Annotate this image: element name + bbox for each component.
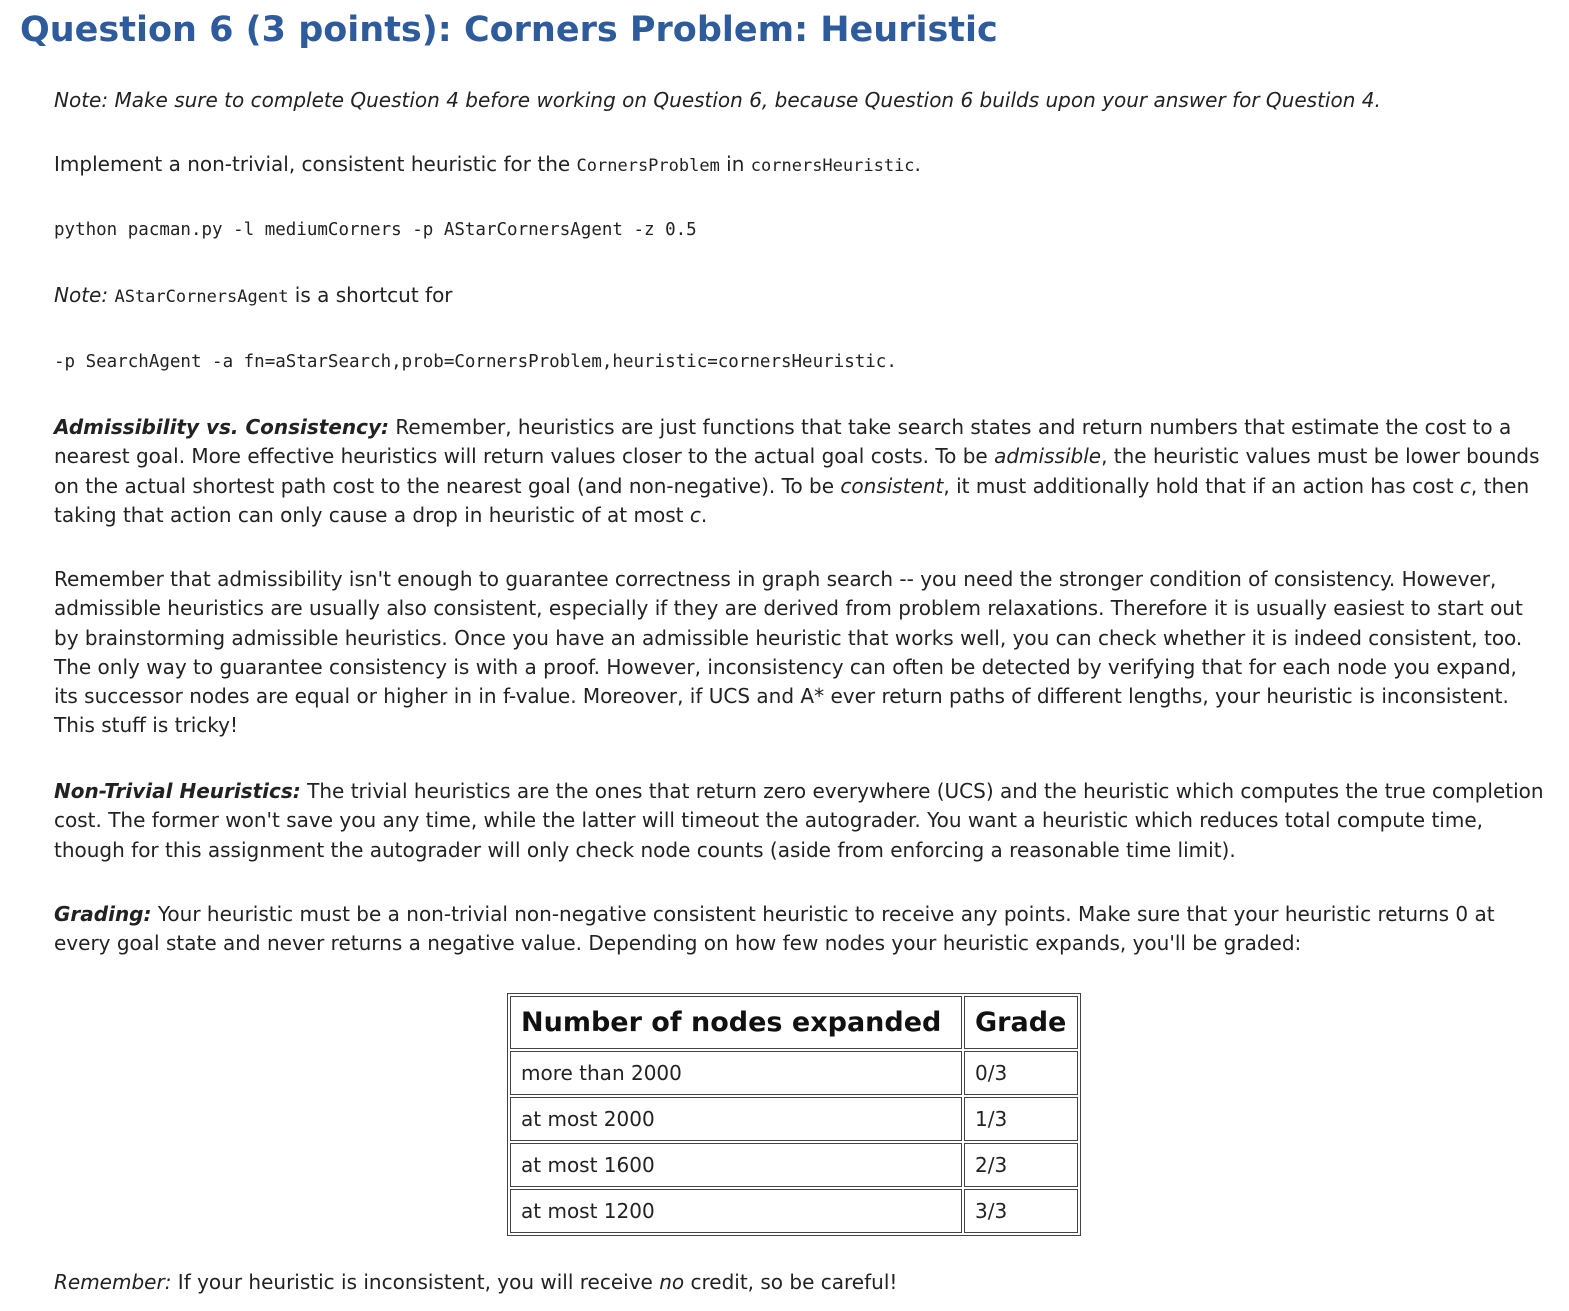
- implement-paragraph: [54, 150, 1544, 181]
- header-grade: Grade: [964, 996, 1078, 1049]
- grade-cell: 0/3: [964, 1051, 1078, 1095]
- table-header-row: [510, 996, 1078, 1049]
- astar-corners-agent-code: AStarCornersAgent: [114, 287, 289, 307]
- final-reminder-label: Remember:: [54, 1270, 172, 1294]
- table-row: [510, 1189, 1078, 1233]
- nontrivial-paragraph: [54, 777, 1544, 865]
- implement-mid: in: [719, 152, 751, 176]
- grading-text: Your heuristic must be a non-trivial non-negative consistent heuristic to receive any points. Make sure that your heuristic returns 0 at every goal state and never returns a negative value. Depending on how few nodes your heuristic expands, you'll be graded:: [54, 902, 1495, 956]
- page-title: Question 6 (3 points): Corners Problem: Heuristic: [20, 10, 998, 50]
- admissibility-text-3: , it must additionally hold that if an action has cost: [943, 473, 1460, 498]
- final-reminder-text-2: credit, so be careful!: [684, 1270, 898, 1294]
- table-row: [510, 1051, 1078, 1095]
- nontrivial-label: Non-Trivial Heuristics:: [54, 779, 301, 803]
- grade-cell: 3/3: [964, 1189, 1078, 1233]
- nodes-cell: at most 1600: [510, 1143, 962, 1187]
- nodes-cell: more than 2000: [510, 1051, 962, 1095]
- table-row: [510, 1143, 1078, 1187]
- implement-prefix: Implement a non-trivial, consistent heuristic for the: [54, 152, 577, 176]
- cost-variable-1: c: [1459, 473, 1471, 498]
- note-shortcut-text: is a shortcut for: [288, 283, 453, 307]
- grading-label: Grading:: [54, 902, 152, 926]
- grading-table: [507, 993, 1081, 1236]
- cost-variable-2: c: [689, 502, 701, 527]
- implement-suffix: .: [914, 152, 921, 176]
- admissibility-text-1: Remember, heuristics are just functions that take search states and return numbers that estimate the cost to a nearest goal. More effective heuristics will return values closer to the actual goal costs. To be: [54, 415, 1512, 469]
- consistent-term: consistent: [840, 473, 944, 498]
- admissible-term: admissible: [994, 444, 1102, 469]
- corners-heuristic-code: cornersHeuristic: [750, 156, 915, 176]
- admissibility-text-4: , then taking that action can only cause a drop in heuristic of at most: [54, 473, 1530, 527]
- grade-cell: 1/3: [964, 1097, 1078, 1141]
- admissibility-text-5: .: [700, 502, 708, 527]
- consistency-remember-paragraph: [54, 565, 1544, 741]
- admissibility-text-2: , the heuristic values must be lower bounds on the actual shortest path cost to the nearest goal (and non-negative). To be: [54, 444, 1540, 498]
- admissibility-label: Admissibility vs. Consistency:: [54, 415, 390, 439]
- header-nodes-expanded: Number of nodes expanded: [510, 996, 962, 1049]
- nodes-cell: at most 1200: [510, 1189, 962, 1233]
- admissibility-paragraph: [54, 413, 1544, 530]
- table-row: [510, 1097, 1078, 1141]
- no-credit-emphasis: no: [659, 1270, 685, 1294]
- final-reminder-text-1: If your heuristic is inconsistent, you will receive: [171, 1270, 660, 1294]
- grade-cell: 2/3: [964, 1143, 1078, 1187]
- note-shortcut: [54, 281, 1544, 312]
- command-search-agent: -p SearchAgent -a fn=aStarSearch,prob=CornersProblem,heuristic=cornersHeuristic.: [54, 352, 897, 372]
- consistency-remember-text: Remember that admissibility isn't enough to guarantee correctness in graph search -- you need the stronger condition of consistency. However, admissible heuristics are usually also consistent, especially if they are derived from problem relaxations. Therefore it is usually easiest to start out by brainstorming admissible heuristics. Once you have an admissible heuristic that works well, you can check whether it is indeed consistent, too. The only way to guarantee consistency is with a proof. However, inconsistency can often be detected by verifying that for each node you expand, its successor nodes are equal or higher in in f-value. Moreover, if UCS and A* ever return paths of different lengths, your heuristic is inconsistent. This stuff is tricky!: [54, 567, 1523, 738]
- command-medium-corners: python pacman.py -l mediumCorners -p AStarCornersAgent -z 0.5: [54, 220, 697, 240]
- final-reminder: [54, 1268, 1544, 1297]
- nontrivial-text: The trivial heuristics are the ones that return zero everywhere (UCS) and the heuristic which computes the true completion cost. The former won't save you any time, while the latter will timeout the autograder. You want a heuristic which reduces total compute time, though for this assignment the autograder will only check node counts (aside from enforcing a reasonable time limit).: [54, 779, 1544, 862]
- grading-paragraph: [54, 900, 1544, 959]
- note-prerequisite-text: Note: Make sure to complete Question 4 before working on Question 6, because Question 6 builds upon your answer for Question 4.: [54, 88, 1381, 112]
- corners-problem-code: CornersProblem: [576, 156, 720, 176]
- note-prerequisite: [54, 86, 1544, 115]
- nodes-cell: at most 2000: [510, 1097, 962, 1141]
- note-shortcut-label: Note:: [54, 283, 109, 307]
